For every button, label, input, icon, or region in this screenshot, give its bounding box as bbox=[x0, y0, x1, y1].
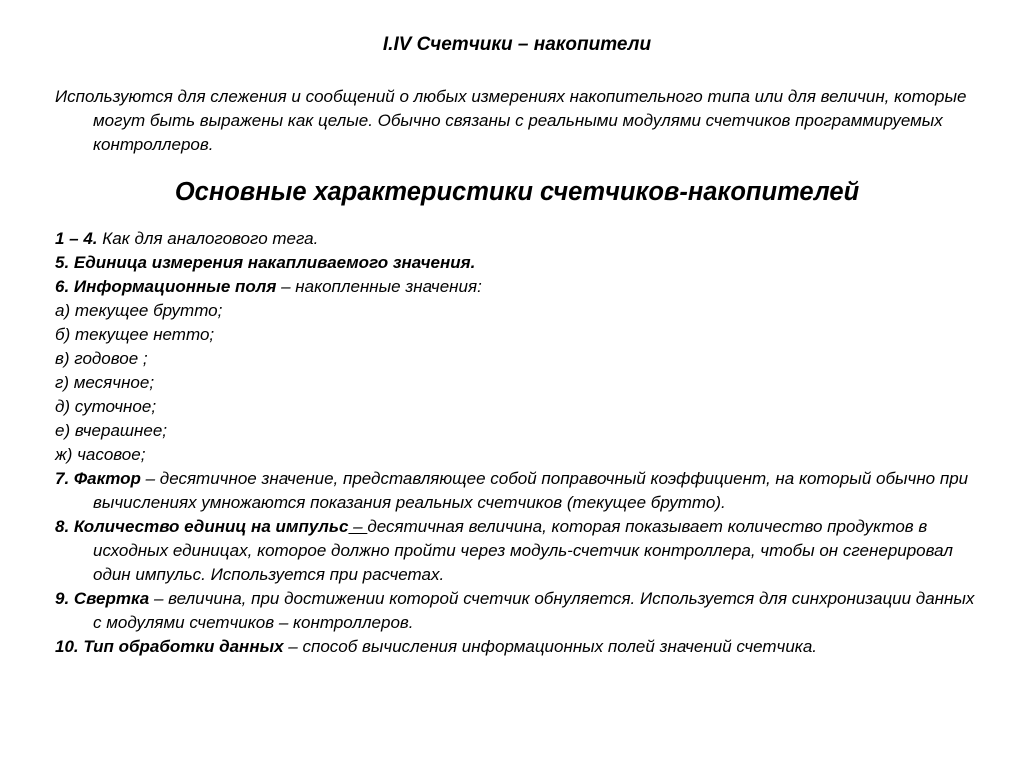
characteristics-list bbox=[55, 227, 975, 659]
list-subitem-f: е) вчерашнее; bbox=[55, 421, 168, 440]
item-text: – накопленные значения: bbox=[276, 277, 482, 296]
item-number: 5. Единица измерения накапливаемого значения. bbox=[55, 253, 476, 272]
item-text: – десятичное значение, представляющее собой поправочный коэффициент, на который обычно при вычислениях умножаются показания реальных счетчиков (текущее брутто). bbox=[93, 469, 969, 512]
page-title: I.IV Счетчики – накопители bbox=[382, 34, 652, 55]
list-subitem-e: д) суточное; bbox=[55, 397, 157, 416]
list-item-1-4 bbox=[55, 227, 975, 251]
item-dash: – bbox=[348, 517, 368, 536]
item-text: – способ вычисления информационных полей значений счетчика. bbox=[283, 637, 817, 656]
intro-paragraph: Используются для слежения и сообщений о любых измерениях накопительного типа или для величин, которые могут быть выражены как целые. Обычно связаны с реальными модулями счетчиков программируемых контроллеров. bbox=[55, 87, 967, 154]
item-number: 1 – 4. bbox=[55, 229, 98, 248]
item-number: 8. Количество единиц на импульс bbox=[55, 517, 349, 536]
list-item-8 bbox=[55, 515, 975, 587]
list-subitem-d: г) месячное; bbox=[55, 373, 155, 392]
list-item-9 bbox=[55, 587, 975, 635]
item-number: 9. Свертка bbox=[55, 589, 150, 608]
list-subitem-a: а) текущее брутто; bbox=[55, 301, 223, 320]
item-text: десятичная величина, которая показывает количество продуктов в исходных единицах, которое должно пройти через модуль-счетчик контроллера, чтобы он сгенерировал один импульс. Используется при расчетах. bbox=[93, 517, 953, 584]
list-item-7 bbox=[55, 467, 975, 515]
list-subitem-g: ж) часовое; bbox=[55, 445, 146, 464]
item-text: – величина, при достижении которой счетчик обнуляется. Используется для синхронизации данных с модулями счетчиков – контроллеров. bbox=[93, 589, 975, 632]
list-subitem-b: б) текущее нетто; bbox=[55, 325, 215, 344]
list-subitem-c: в) годовое ; bbox=[55, 349, 148, 368]
list-item-5 bbox=[55, 251, 975, 275]
list-item-6 bbox=[55, 275, 975, 299]
item-number: 10. Тип обработки данных bbox=[55, 637, 284, 656]
section-subtitle: Основные характеристики счетчиков-накопителей bbox=[174, 178, 860, 206]
item-number: 7. Фактор bbox=[55, 469, 141, 488]
item-number: 6. Информационные поля bbox=[55, 277, 277, 296]
item-text: Как для аналогового тега. bbox=[97, 229, 319, 248]
list-item-10 bbox=[55, 635, 975, 659]
